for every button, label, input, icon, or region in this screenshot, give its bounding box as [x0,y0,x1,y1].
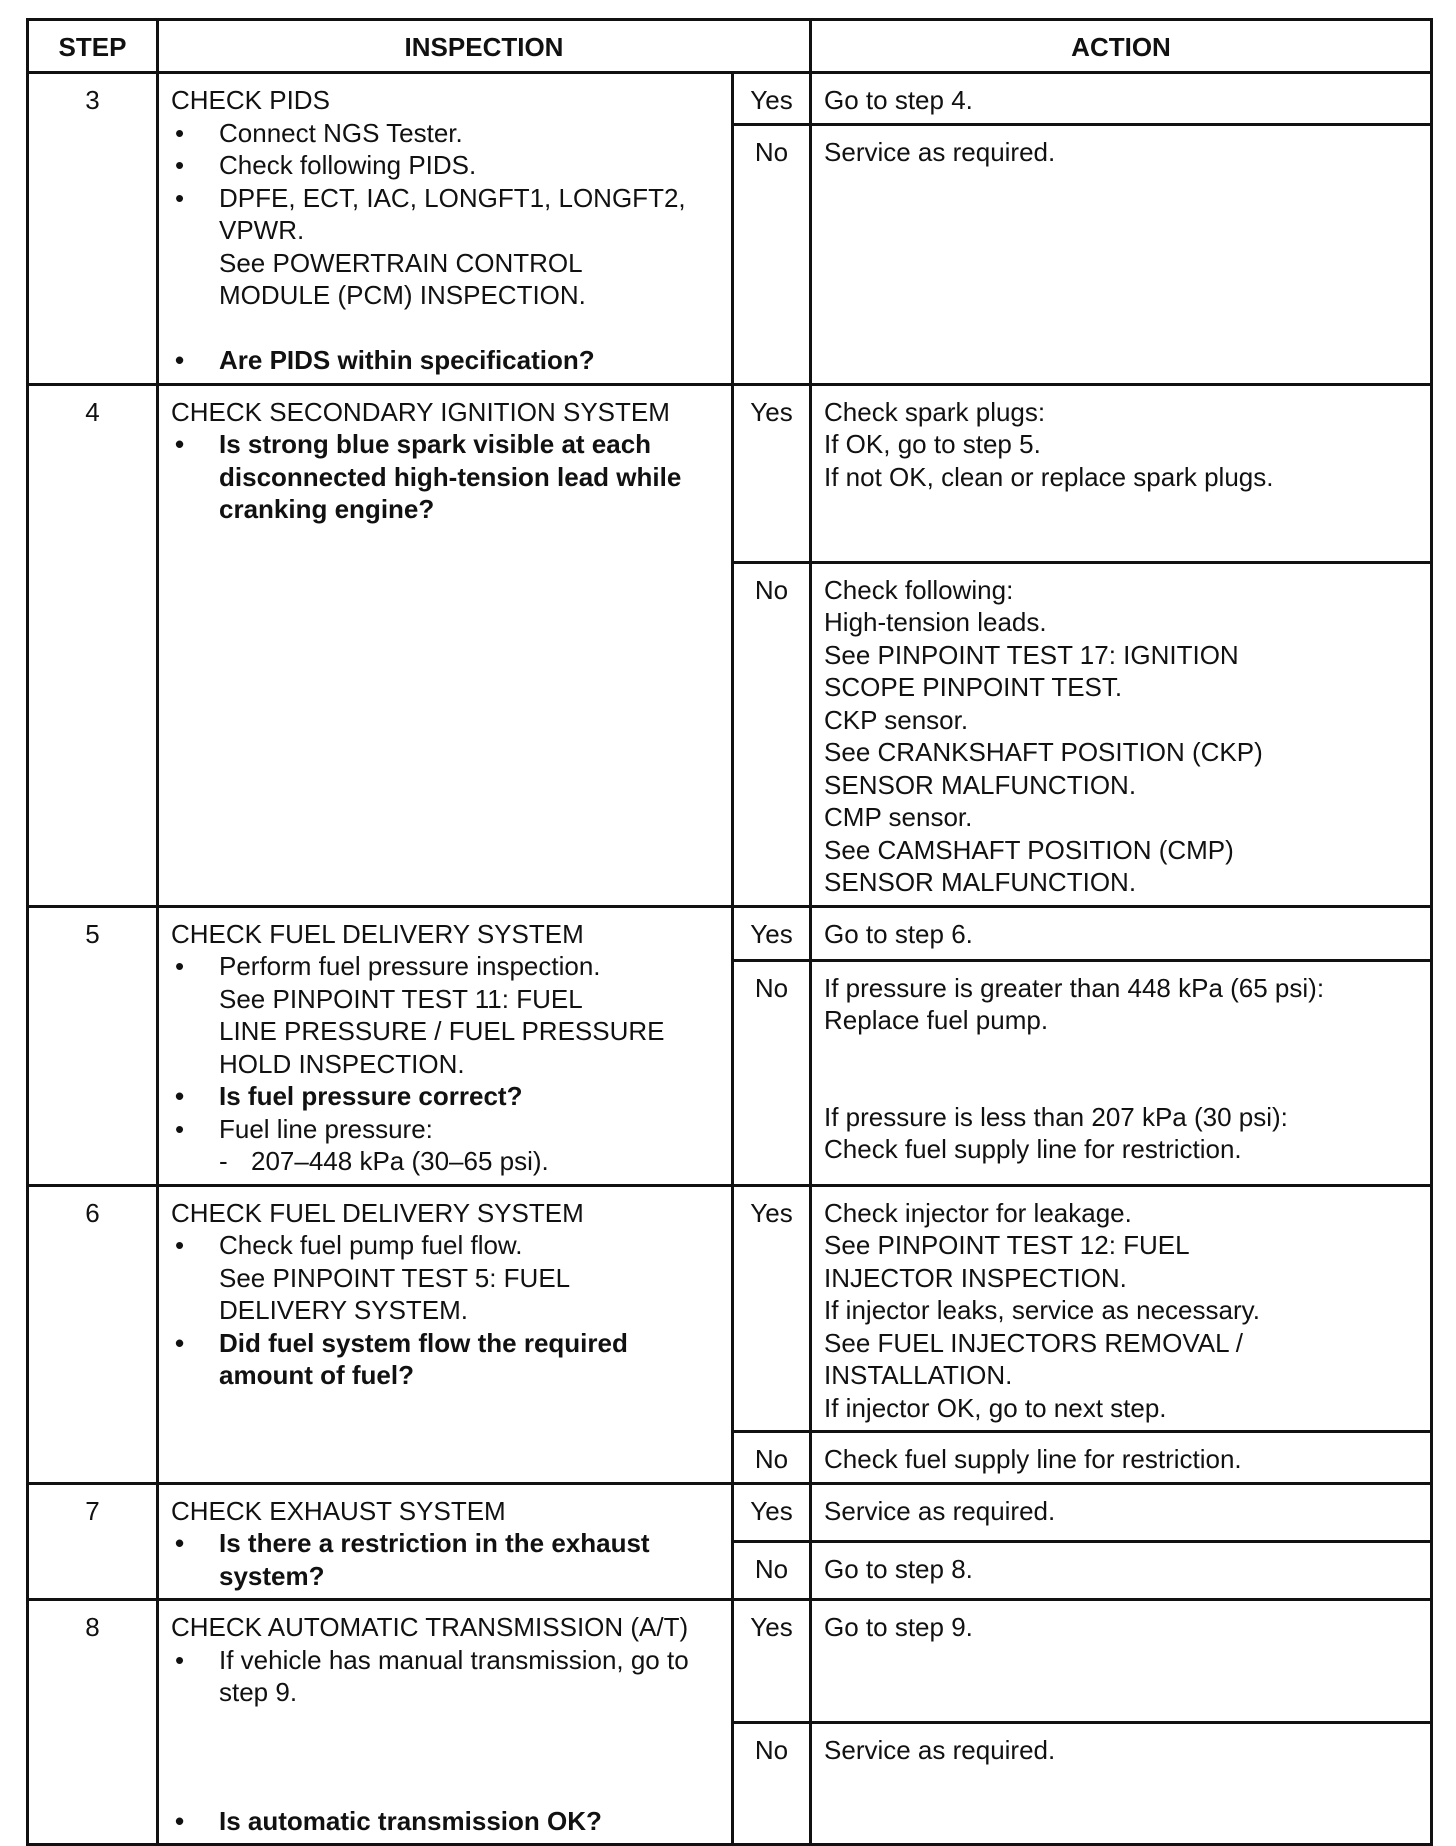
yes-label: Yes [733,1600,811,1723]
step-number: 5 [28,906,158,1185]
inspection-cell [158,1483,733,1600]
inspection-question: • Did fuel system flow the required amount of fuel? [171,1327,719,1392]
action-line: If injector leaks, service as necessary. [824,1295,1260,1325]
inspection-reference: See PINPOINT TEST 11: FUEL [219,983,583,1014]
action-line: Check following: [824,574,1014,605]
action-line: See PINPOINT TEST 12: FUEL [824,1230,1190,1260]
inspection-cell [158,73,733,385]
step-number: 7 [28,1483,158,1600]
no-action [811,1432,1432,1484]
yes-action [811,1483,1432,1541]
action-line: Go to step 8. [824,1553,973,1584]
action-line: Check fuel supply line for restriction. [824,1444,1242,1474]
inspection-bullet: • Check following PIDS. [171,149,719,182]
inspection-title: CHECK FUEL DELIVERY SYSTEM [171,918,584,949]
action-line: See FUEL INJECTORS REMOVAL / [824,1327,1244,1358]
action-line: Check spark plugs: [824,396,1046,427]
action-line: Check fuel supply line for restriction. [824,1134,1242,1165]
inspection-bullet: • Perform fuel pressure inspection. [171,950,719,983]
action-line: SENSOR MALFUNCTION. [824,769,1137,800]
header-step: STEP [28,20,158,73]
yes-label: Yes [733,906,811,960]
action-line: See CAMSHAFT POSITION (CMP) [824,834,1234,865]
inspection-reference: See PINPOINT TEST 5: FUEL [219,1262,571,1293]
no-label: No [733,1541,811,1599]
step-8-yes-row [28,1600,1432,1723]
inspection-bullet: • Connect NGS Tester. [171,117,719,150]
no-action [811,124,1432,384]
action-line: SENSOR MALFUNCTION. [824,867,1137,897]
inspection-bullet: • If vehicle has manual transmission, go to step 9. [171,1644,719,1709]
action-line: If not OK, clean or replace spark plugs. [824,461,1274,492]
inspection-reference: See POWERTRAIN CONTROL [219,247,583,278]
step-number: 3 [28,73,158,385]
inspection-question: • Are PIDS within specification? [171,344,719,377]
action-line: High-tension leads. [824,607,1047,637]
action-line: SCOPE PINPOINT TEST. [824,672,1123,702]
inspection-title: CHECK FUEL DELIVERY SYSTEM [171,1197,584,1228]
action-line: Replace fuel pump. [824,1005,1049,1036]
inspection-question: • Is fuel pressure correct? [171,1080,719,1113]
header-row [28,20,1432,73]
inspection-cell [158,906,733,1185]
step-number: 4 [28,384,158,906]
inspection-title: CHECK PIDS [171,85,330,115]
no-label: No [733,960,811,1185]
yes-action [811,1600,1432,1723]
step-5-yes-row [28,906,1432,960]
troubleshooting-table [26,18,1433,1846]
action-line: Go to step 9. [824,1612,973,1642]
yes-action [811,906,1432,960]
header-inspection: INSPECTION [158,20,811,73]
action-line: See PINPOINT TEST 17: IGNITION [824,639,1239,670]
header-action: ACTION [811,20,1432,73]
no-label: No [733,1722,811,1845]
no-label: No [733,562,811,906]
no-label: No [733,1432,811,1484]
action-line: Service as required. [824,136,1056,167]
inspection-bullet: • DPFE, ECT, IAC, LONGFT1, LONGFT2, VPWR. [171,182,719,247]
action-line: If OK, go to step 5. [824,429,1041,459]
yes-label: Yes [733,73,811,125]
inspection-title: CHECK EXHAUST SYSTEM [171,1495,506,1526]
action-line: CKP sensor. [824,704,969,735]
inspection-reference: MODULE (PCM) INSPECTION. [219,280,586,310]
action-line: If injector OK, go to next step. [824,1392,1167,1423]
yes-action [811,384,1432,562]
inspection-question: • Is automatic transmission OK? [171,1805,719,1838]
action-line: Service as required. [824,1734,1056,1765]
inspection-reference: HOLD INSPECTION. [219,1048,465,1079]
no-label: No [733,124,811,384]
inspection-reference: LINE PRESSURE / FUEL PRESSURE [219,1016,665,1046]
action-line: Check injector for leakage. [824,1197,1132,1228]
inspection-title: CHECK SECONDARY IGNITION SYSTEM [171,396,670,427]
inspection-question: • Is there a restriction in the exhaust system? [171,1527,719,1592]
action-line: Service as required. [824,1495,1056,1526]
inspection-reference: DELIVERY SYSTEM. [219,1295,469,1325]
inspection-cell [158,384,733,906]
inspection-question: • Is strong blue spark visible at each disconnected high-tension lead while cranking engine? [171,428,719,526]
inspection-cell [158,1600,733,1845]
yes-label: Yes [733,1185,811,1432]
action-line: INJECTOR INSPECTION. [824,1262,1127,1293]
step-number: 6 [28,1185,158,1483]
inspection-bullet: • Check fuel pump fuel flow. [171,1229,719,1262]
yes-action [811,1185,1432,1432]
step-6-yes-row [28,1185,1432,1432]
dash-mark: - [219,1146,228,1176]
spec-value: 207–448 kPa (30–65 psi). [251,1146,549,1176]
inspection-bullet: • Fuel line pressure: [171,1113,719,1146]
step-3-yes-row [28,73,1432,125]
action-line: If pressure is less than 207 kPa (30 psi): [824,1101,1288,1132]
yes-label: Yes [733,1483,811,1541]
no-action [811,562,1432,906]
inspection-title: CHECK AUTOMATIC TRANSMISSION (A/T) [171,1612,689,1642]
step-number: 8 [28,1600,158,1845]
inspection-cell [158,1185,733,1483]
action-line: Go to step 6. [824,918,973,949]
spec-value-line [171,1145,719,1178]
action-line: If pressure is greater than 448 kPa (65 psi): [824,972,1325,1003]
step-4-yes-row [28,384,1432,562]
action-line: See CRANKSHAFT POSITION (CKP) [824,737,1263,767]
yes-action [811,73,1432,125]
step-7-yes-row [28,1483,1432,1541]
action-line: INSTALLATION. [824,1360,1013,1390]
action-line: CMP sensor. [824,802,973,832]
no-action [811,1722,1432,1845]
yes-label: Yes [733,384,811,562]
no-action [811,1541,1432,1599]
no-action [811,960,1432,1185]
action-line: Go to step 4. [824,85,973,115]
